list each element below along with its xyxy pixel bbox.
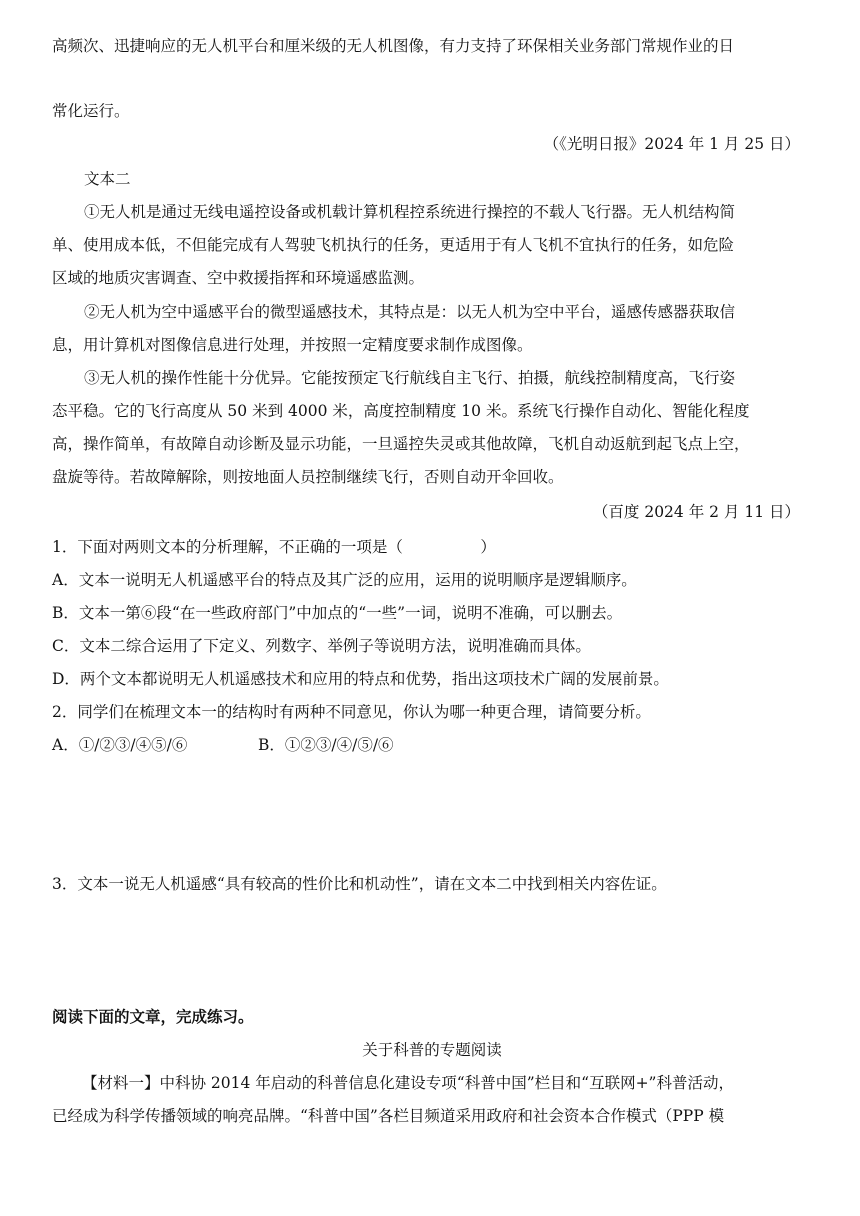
text2-p3-line-1: ③无人机的操作性能十分优异。它能按预定飞行航线自主飞行、拍摄，航线控制精度高，飞行姿: [84, 369, 736, 387]
question-2: 2．同学们在梳理文本一的结构时有两种不同意见，你认为哪一种更合理，请简要分析。: [52, 703, 651, 721]
text1-source: （《光明日报》2024 年 1 月 25 日）: [543, 135, 800, 153]
text2-p1-line-1: ①无人机是通过无线电遥控设备或机载计算机程控系统进行操控的不载人飞行器。无人机结构简: [84, 203, 736, 221]
material-1-line-1: 【材料一】中科协 2014 年启动的科普信息化建设专项“科普中国”栏目和“互联网+”科普活动，: [82, 1074, 734, 1092]
question-2-option-b: B．①②③/④/⑤/⑥: [258, 736, 394, 754]
question-1-option-b: B．文本一第⑥段“在一些政府部门”中加点的“一些”一词，说明不准确，可以删去。: [52, 604, 623, 622]
text2-p3-line-3: 高，操作简单，有故障自动诊断及显示功能，一旦遥控失灵或其他故障，飞机自动返航到起飞点上空，: [52, 435, 750, 453]
question-2-option-a: A．①/②③/④⑤/⑥: [52, 736, 188, 754]
text2-p1-line-3: 区域的地质灾害调查、空中救援指挥和环境遥感监测。: [52, 269, 425, 287]
section-instruction: 阅读下面的文章，完成练习。: [52, 1007, 254, 1026]
text2-heading: 文本二: [84, 170, 131, 188]
question-1: 1．下面对两则文本的分析理解，不正确的一项是（ ）: [52, 538, 496, 556]
document-page: [52, 0, 812, 1216]
text2-p2-line-1: ②无人机为空中遥感平台的微型遥感技术，其特点是：以无人机为空中平台，遥感传感器获取信: [84, 303, 736, 321]
question-1-option-d: D．两个文本都说明无人机遥感技术和应用的特点和优势，指出这项技术广阔的发展前景。: [52, 670, 669, 688]
text2-p2-line-2: 息，用计算机对图像信息进行处理，并按照一定精度要求制作成图像。: [52, 336, 533, 354]
text2-source: （百度 2024 年 2 月 11 日）: [592, 503, 800, 521]
text2-p3-line-2: 态平稳。它的飞行高度从 50 米到 4000 米，高度控制精度 10 米。系统飞行操作自动化、智能化程度: [52, 402, 750, 420]
question-3: 3．文本一说无人机遥感“具有较高的性价比和机动性”，请在文本二中找到相关内容佐证。: [52, 875, 667, 893]
text2-p3-line-4: 盘旋等待。若故障解除，则按地面人员控制继续飞行，否则自动开伞回收。: [52, 468, 564, 486]
text1-line-2: 常化运行。: [52, 102, 130, 120]
text1-line-1: 高频次、迅捷响应的无人机平台和厘米级的无人机图像，有力支持了环保相关业务部门常规作业的日: [52, 37, 735, 55]
question-1-option-a: A．文本一说明无人机遥感平台的特点及其广泛的应用，运用的说明顺序是逻辑顺序。: [52, 571, 637, 589]
text2-p1-line-2: 单、使用成本低，不但能完成有人驾驶飞机执行的任务，更适用于有人飞机不宜执行的任务，如危险: [52, 236, 735, 254]
question-1-option-c: C．文本二综合运用了下定义、列数字、举例子等说明方法，说明准确而具体。: [52, 637, 591, 655]
material-1-line-2: 已经成为科学传播领域的响亮品牌。“科普中国”各栏目频道采用政府和社会资本合作模式（PPP 模: [52, 1107, 725, 1125]
section-title: 关于科普的专题阅读: [362, 1041, 502, 1059]
